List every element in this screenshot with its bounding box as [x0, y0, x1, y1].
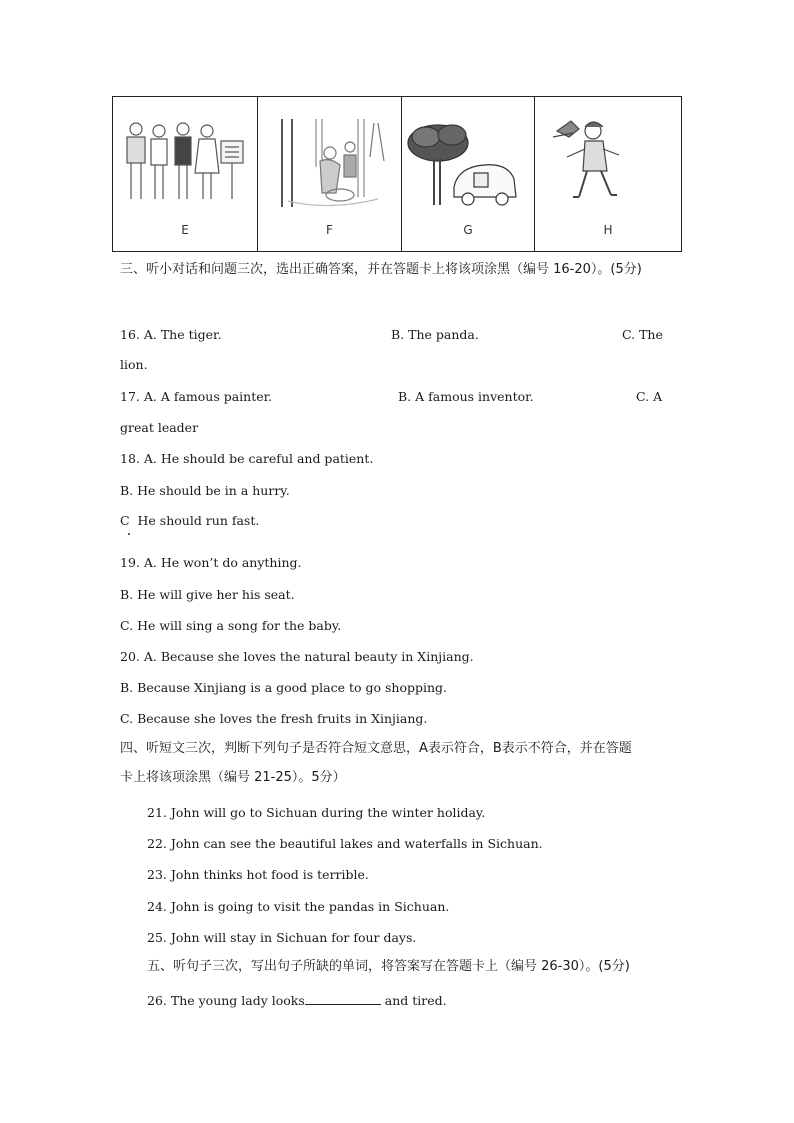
answer-blank	[305, 992, 381, 1005]
q17-option-b: B. A famous inventor.	[398, 389, 534, 404]
section4-heading-line2: 卡上将该项涂黑（编号 21-25）。5分）	[120, 770, 346, 785]
q16-option-b: B. The panda.	[391, 327, 479, 342]
q17-option-c: C. A	[636, 389, 663, 404]
statement-25: 25. John will stay in Sichuan for four days.	[147, 930, 417, 945]
q17-option-c-continued: great leader	[120, 420, 199, 435]
q19-option-c: C. He will sing a song for the baby.	[120, 618, 342, 633]
picture-label: F	[326, 223, 333, 237]
q18-option-b: B. He should be in a hurry.	[120, 483, 290, 498]
q16-option-a: 16. A. The tiger.	[120, 327, 222, 342]
q20-option-b: B. Because Xinjiang is a good place to go shopping.	[120, 680, 448, 695]
picture-label: H	[603, 223, 613, 237]
picture-e	[113, 97, 258, 251]
q18-option-a: 18. A. He should be careful and patient.	[120, 451, 374, 466]
picture-f	[258, 97, 402, 251]
q20-option-c: C. Because she loves the fresh fruits in Xinjiang.	[120, 711, 428, 726]
q19-option-a: 19. A. He won’t do anything.	[120, 555, 302, 570]
q20-option-a: 20. A. Because she loves the natural beauty in Xinjiang.	[120, 649, 474, 664]
picture-label: E	[181, 223, 189, 237]
picture-g	[402, 97, 535, 251]
q18-option-c: C He should run fast.	[120, 513, 260, 528]
picture-label: G	[463, 223, 473, 237]
picture-table	[112, 96, 682, 252]
section5-heading: 五、听句子三次，写出句子所缺的单词，将答案写在答题卡上（编号 26-30）。(5分)	[147, 959, 630, 974]
statement-22: 22. John can see the beautiful lakes and waterfalls in Sichuan.	[147, 836, 543, 851]
q26-suffix: and tired.	[380, 993, 447, 1008]
picture-h	[535, 97, 681, 251]
q16-option-c-continued: lion.	[120, 357, 148, 372]
section4-heading-line1: 四、听短文三次，判断下列句子是否符合短文意思，A表示符合，B表示不符合，并在答题	[120, 741, 632, 756]
q26-prefix: 26. The young lady looks	[147, 993, 305, 1008]
q19-option-b: B. He will give her his seat.	[120, 587, 295, 602]
section3-heading: 三、听小对话和问题三次，选出正确答案，并在答题卡上将该项涂黑（编号 16-20）。(5分)	[120, 262, 642, 277]
q16-option-c: C. The	[622, 327, 663, 342]
statement-23: 23. John thinks hot food is terrible.	[147, 867, 369, 882]
question-26	[147, 992, 447, 1009]
stray-dot	[128, 533, 130, 535]
statement-24: 24. John is going to visit the pandas in Sichuan.	[147, 899, 450, 914]
q17-option-a: 17. A. A famous painter.	[120, 389, 273, 404]
statement-21: 21. John will go to Sichuan during the winter holiday.	[147, 805, 486, 820]
